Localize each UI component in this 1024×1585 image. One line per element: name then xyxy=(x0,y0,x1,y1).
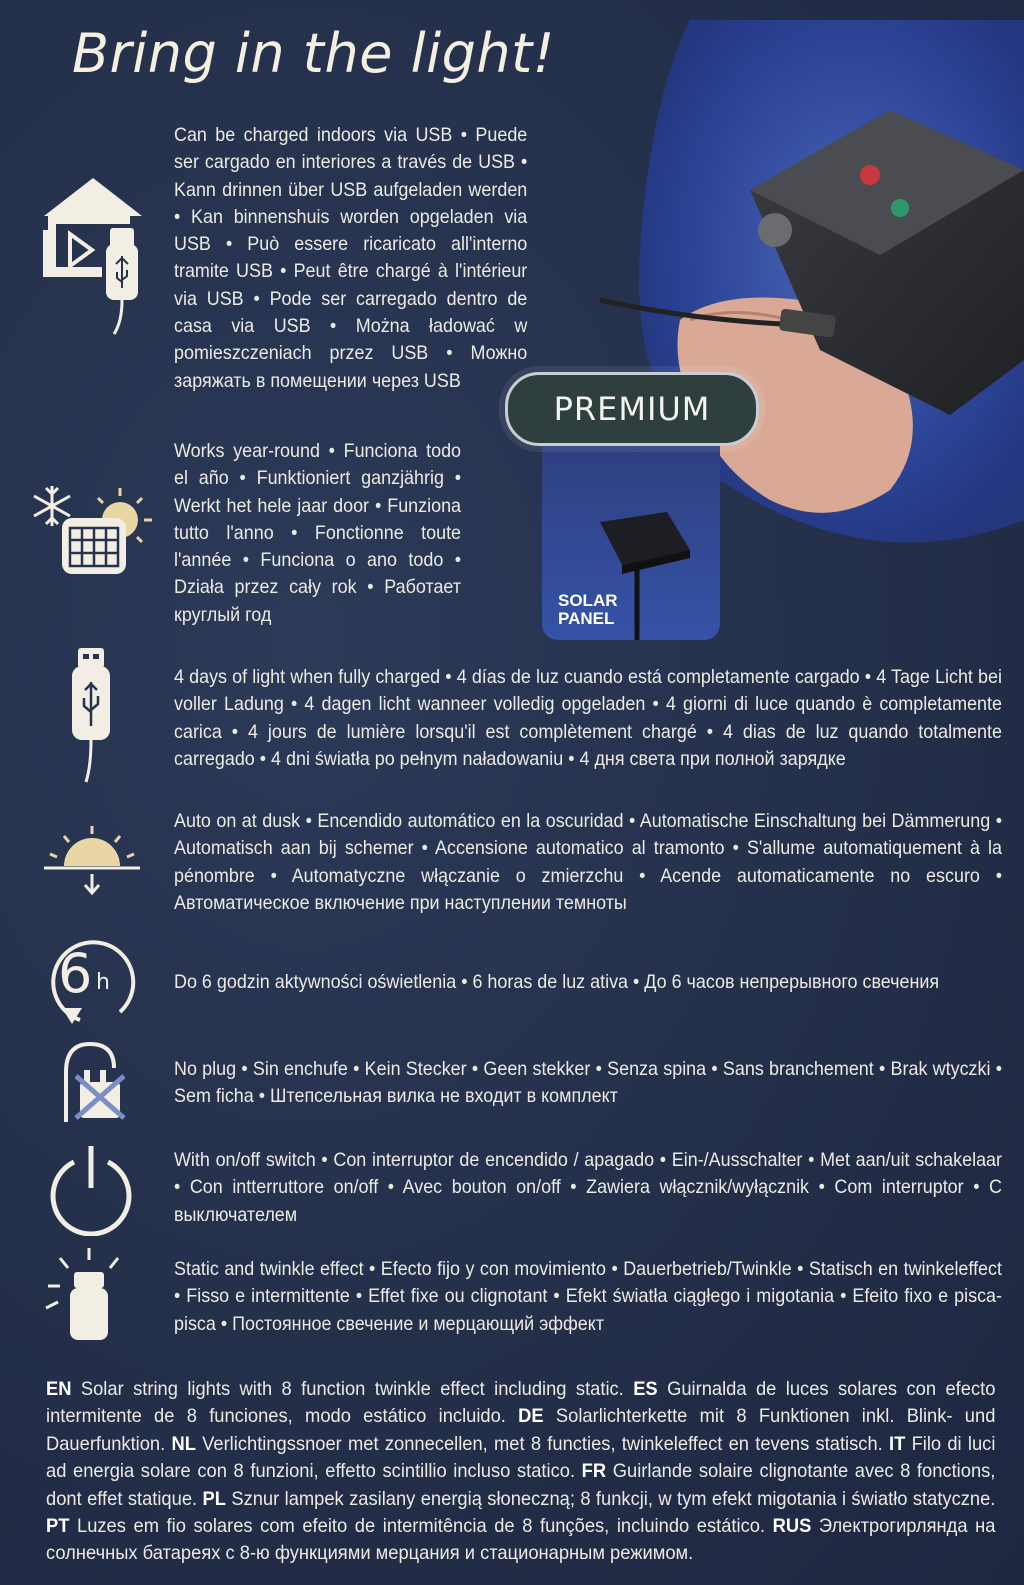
desc-fr: Guirlande solaire clignotante avec 8 fonctions, dont effet statique. xyxy=(46,1460,996,1510)
desc-en: Solar string lights with 8 function twinkle effect including static. xyxy=(71,1378,634,1400)
twinkle-bulb-icon xyxy=(44,1246,134,1346)
desc-pt: Luzes em fio solares com efeito de intermitência de 8 funções, incluindo estático. xyxy=(69,1515,773,1538)
lang-code-it: IT xyxy=(889,1432,906,1455)
desc-pl: Sznur lampek zasilany energią słoneczną; 8 funkcji, w tym efekt migotania i światło statyczne. xyxy=(225,1487,996,1510)
power-switch-icon xyxy=(44,1142,138,1236)
lang-code-rus: RUS xyxy=(772,1515,812,1538)
premium-badge: PREMIUM xyxy=(505,372,759,446)
desc-de: Solarlichterkette mit 8 Funktionen inkl. Blink- und Dauerfunktion. xyxy=(46,1405,996,1455)
feature-text-4-days: 4 days of light when fully charged • 4 días de luz cuando está completamente cargado • 4 Tage Licht bei voller Ladung • 4 dagen licht wanneer volledig opgeladen • 4 giorni di luce quando è completamente carica • 4 jours de lumière lorsqu'il est complètement chargé • 4 dias de luz quando totalmente carregado • 4 dni światła po pełnym naładowaniu • 4 дня света при полной зарядке xyxy=(174,666,1002,770)
product-description xyxy=(46,1376,995,1568)
feature-text-on-off-switch: With on/off switch • Con interruptor de encendido / apagado • Ein-/Ausschalter • Met aan/uit schakelaar • Con intterruttore on/off • Avec bouton on/off • Zawiera włącznik/wyłącznik • Com interruptor • С выключателем xyxy=(174,1149,1002,1226)
desc-rus: Электрогирлянда на солнечных батареях с 8-ю функциями мерцания и стационарным режимом. xyxy=(46,1515,996,1565)
house-usb-icon xyxy=(40,172,150,342)
sunset-icon xyxy=(42,822,142,900)
desc-nl: Verlichtingssnoer met zonnecellen, met 8 functies, twinkeleffect en tevens statisch. xyxy=(195,1432,890,1455)
year-round-solar-icon xyxy=(28,480,158,580)
timer-unit: h xyxy=(96,970,110,995)
feature-text-static-twinkle: Static and twinkle effect • Efecto fijo y con movimiento • Dauerbetrieb/Twinkle • Statisch en twinkeleffect • Fisso e intermittente • Effet fixe ou clignotant • Efekt światła ciągłego i migotania • Efeito fixo e pisca-pisca • Постоянное свечение и мерцающий эффект xyxy=(174,1258,1002,1335)
lang-code-nl: NL xyxy=(171,1432,196,1455)
feature-text-auto-on-dusk: Auto on at dusk • Encendido automático en la oscuridad • Automatische Einschaltung bei Dämmerung • Automatisch aan bij schemer • Accensione automatico al tramonto • S'allume automatiquement à la pénombre • Automatyczne włączanie o zmierzchu • Acende automaticamente no escuro • Автоматическое включение при наступлении темноты xyxy=(174,810,1002,914)
lang-code-de: DE xyxy=(518,1405,544,1428)
lang-code-fr: FR xyxy=(581,1460,607,1483)
usb-plug-icon xyxy=(66,646,116,786)
feature-text-usb-charging: Can be charged indoors via USB • Puede ser cargado en interiores a través de USB • Kann drinnen über USB aufgeladen werden • Kan binnenshuis worden opgeladen via USB • Può essere ricaricato all'interno tramite USB • Peut être chargé à l'intérieur via USB • Pode ser carregado dentro de casa via USB • Można ładować w pomieszczeniach przez USB • Можно заряжать в помещении через USB xyxy=(174,124,528,392)
feature-text-no-plug: No plug • Sin enchufe • Kein Stecker • Geen stekker • Senza spina • Sans branchement • Brak wtyczki • Sem ficha • Штепсельная вилка не входит в комплект xyxy=(174,1058,1002,1108)
lang-code-en: EN xyxy=(46,1378,72,1400)
no-plug-icon xyxy=(58,1040,132,1124)
feature-text-year-round: Works year-round • Funciona todo el año • Funktioniert ganzjährig • Werkt het hele jaar door • Funziona tutto l'anno • Fonctionne toute l'année • Funciona o ano todo • Działa przez cały rok • Работает круглый год xyxy=(174,440,462,626)
solar-panel-label: SOLAR PANEL xyxy=(558,591,618,628)
lang-code-pl: PL xyxy=(202,1487,226,1510)
timer-number: 6 xyxy=(58,942,93,1005)
desc-it: Filo di luci ad energia solare con 8 funzioni, effetto scintillio incluso statico. xyxy=(46,1432,996,1483)
page-title: Bring in the light! xyxy=(72,22,555,85)
lang-code-pt: PT xyxy=(46,1515,70,1538)
six-hour-timer-icon xyxy=(48,936,138,1028)
lang-code-es: ES xyxy=(633,1378,658,1400)
desc-es: Guirnalda de luces solares con efecto intermitente de 8 funciones, modo estático incluido. xyxy=(46,1378,996,1428)
feature-text-6-hours: Do 6 godzin aktywności oświetlenia • 6 horas de luz ativa • До 6 часов непрерывного свечения xyxy=(174,971,940,993)
